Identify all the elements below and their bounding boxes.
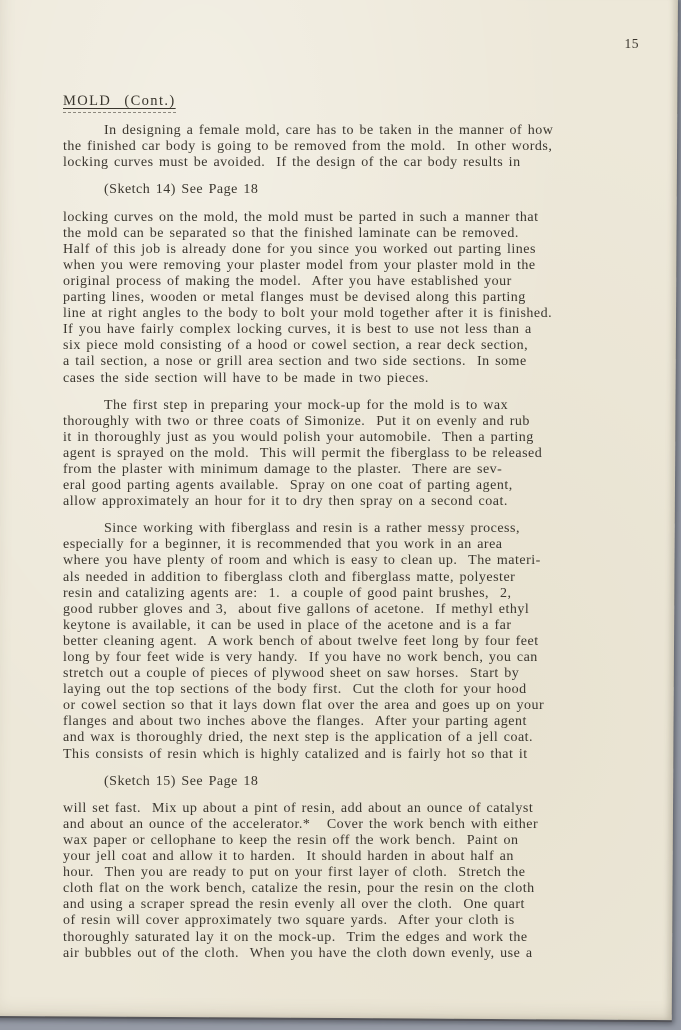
text-line: the finished car body is going to be removed from the mold. In other words,	[63, 139, 553, 155]
text-line: keytone is available, it can be used in place of the acetone and is a far	[63, 617, 512, 633]
paragraph	[63, 123, 645, 171]
text-line: stretch out a couple of pieces of plywood sheet on saw horses. Start by	[63, 666, 520, 682]
text-line: your jell coat and allow it to harden. It should harden in about half an	[63, 849, 514, 865]
paragraph	[63, 398, 645, 511]
text-line: (Sketch 14) See Page 18	[104, 182, 259, 198]
text-line: cases the side section will have to be made in two pieces.	[63, 370, 429, 386]
text-line: good rubber gloves and 3, about five gallons of acetone. If methyl ethyl	[63, 601, 530, 617]
text-line: line at right angles to the body to bolt your mold together after it is finished.	[63, 306, 553, 322]
sketch-reference	[63, 774, 645, 790]
page-number: 15	[624, 36, 639, 51]
text-line: laying out the top sections of the body first. Cut the cloth for your hood	[63, 682, 527, 698]
text-line: especially for a beginner, it is recommended that you work in an area	[63, 537, 503, 553]
text-line: agent is sprayed on the mold. This will permit the fiberglass to be released	[63, 445, 543, 461]
text-line: a tail section, a nose or grill area section and two side sections. In some	[63, 354, 527, 370]
text-line: long by four feet wide is very handy. If you have no work bench, you can	[63, 650, 538, 665]
text-line: In designing a female mold, care has to be taken in the manner of how	[104, 123, 554, 139]
text-line: (Sketch 15) See Page 18	[104, 773, 259, 789]
text-line: resin and catalizing agents are: 1. a couple of good paint brushes, 2,	[63, 585, 512, 601]
sketch-reference	[63, 182, 645, 198]
text-line: from the plaster with minimum damage to the plaster. There are sev-	[63, 461, 503, 477]
text-line: Since working with fiberglass and resin is a rather messy process,	[104, 521, 520, 537]
paragraph	[63, 210, 645, 387]
text-line: als needed in addition to fiberglass cloth and fiberglass matte, polyester	[63, 569, 516, 585]
text-line: it in thoroughly just as you would polish your automobile. Then a parting	[63, 429, 534, 445]
text-line: Half of this job is already done for you since you worked out parting lines	[63, 241, 536, 257]
text-line: thoroughly saturated lay it on the mock-up. Trim the edges and work the	[63, 929, 528, 945]
text-line: cloth flat on the work bench, catalize the resin, pour the resin on the cloth	[63, 881, 535, 897]
heading-row	[63, 93, 645, 113]
text-line: If you have fairly complex locking curves, it is best to use not less than a	[63, 322, 532, 338]
paragraph	[63, 801, 645, 962]
text-line: locking curves on the mold, the mold must be parted in such a manner that	[63, 209, 539, 225]
page-content	[63, 30, 645, 973]
text-line: The first step in preparing your mock-up for the mold is to wax	[104, 397, 509, 413]
text-line: six piece mold consisting of a hood or cowel section, a rear deck section,	[63, 338, 529, 354]
text-line: and wax is thoroughly dried, the next step is the application of a jell coat.	[63, 730, 534, 746]
text-line: eral good parting agents available. Spray on one coat of parting agent,	[63, 478, 513, 494]
text-line: when you were removing your plaster model from your plaster mold in the	[63, 257, 536, 273]
text-line: air bubbles out of the cloth. When you have the cloth down evenly, use a	[63, 945, 533, 961]
text-line: thoroughly with two or three coats of Simonize. Put it on evenly and rub	[63, 413, 530, 429]
section-heading: MOLD (Cont.)	[63, 93, 176, 113]
text-line: locking curves must be avoided. If the design of the car body results in	[63, 155, 521, 171]
text-line: of resin will cover approximately two square yards. After your cloth is	[63, 913, 515, 929]
text-line: parting lines, wooden or metal flanges must be devised along this parting	[63, 290, 526, 306]
text-line: wax paper or cellophane to keep the resin off the work bench. Paint on	[63, 832, 519, 848]
text-line: where you have plenty of room and which is easy to clean up. The materi-	[63, 553, 541, 569]
text-line: or cowel section so that it lays down flat over the area and goes up on your	[63, 698, 545, 714]
paragraph	[63, 521, 645, 762]
text-line: original process of making the model. After you have established your	[63, 273, 512, 289]
text-line: the mold can be separated so that the finished laminate can be removed.	[63, 225, 519, 241]
text-line: hour. Then you are ready to put on your first layer of cloth. Stretch the	[63, 865, 526, 881]
text-line: allow approximately an hour for it to dry then spray on a second coat.	[63, 494, 508, 510]
text-line: will set fast. Mix up about a pint of resin, add about an ounce of catalyst	[63, 800, 534, 816]
text-line: and using a scraper spread the resin evenly all over the cloth. One quart	[63, 897, 525, 913]
text-line: and about an ounce of the accelerator.* Cover the work bench with either	[63, 816, 539, 832]
text-line: This consists of resin which is highly catalized and is fairly hot so that it	[63, 746, 528, 762]
page-body	[63, 123, 645, 962]
text-line: better cleaning agent. A work bench of about twelve feet long by four feet	[63, 633, 539, 649]
text-line: flanges and about two inches above the flanges. After your parting agent	[63, 714, 527, 730]
